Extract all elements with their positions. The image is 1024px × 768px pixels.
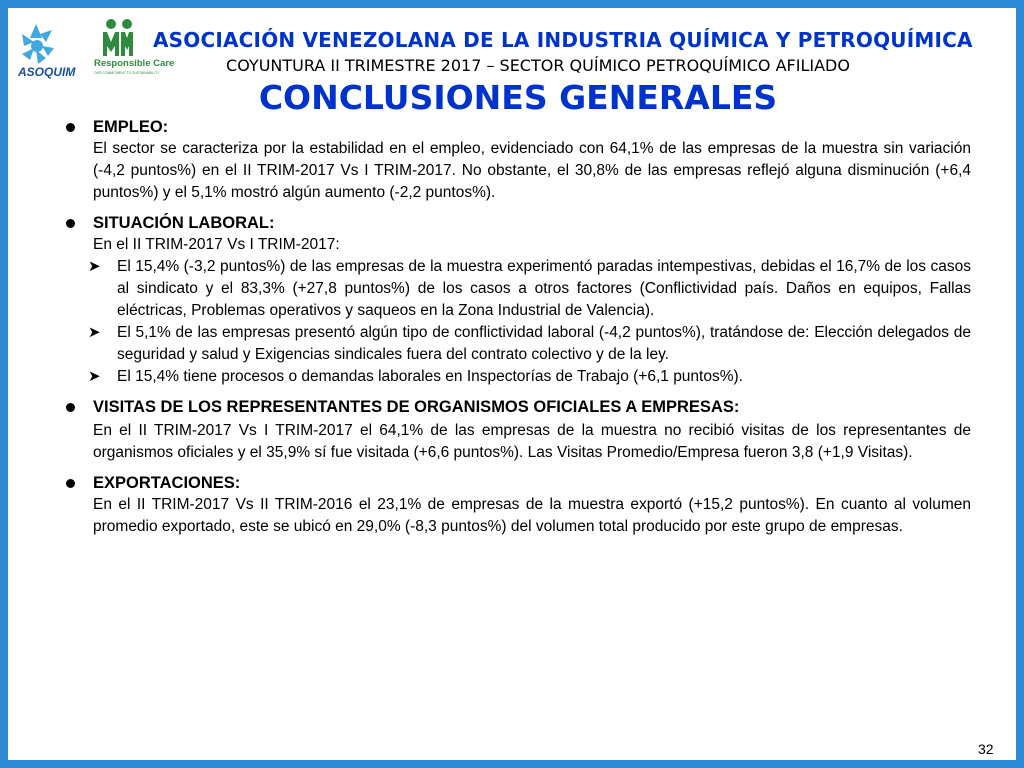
section-empleo	[66, 116, 971, 204]
list-item	[66, 322, 971, 366]
arrow-bullet-icon: ➤	[88, 324, 101, 341]
section-text: En el II TRIM-2017 Vs I TRIM-2017 el 64,1% de las empresas de la muestra no recibió visitas de los representantes de organismos oficiales y el 35,9% sí fue visitada (+6,6 puntos%). Las Visitas Promedio/Empresa fueron 3,8 (+1,9 Visitas).	[93, 422, 971, 461]
list-item-text: El 5,1% de las empresas presentó algún tipo de conflictividad laboral (-4,2 puntos%), tratándose de: Elección delegados de seguridad y salud y Exigencias sindicales fuera del contrato colectivo y de la ley.	[117, 324, 971, 363]
organization-title: ASOCIACIÓN VENEZOLANA DE LA INDUSTRIA QUÍMICA Y PETROQUÍMICA	[153, 28, 973, 52]
asoquim-logo-text: ASOQUIM	[18, 65, 76, 79]
bullet-icon	[66, 219, 75, 228]
section-text: En el II TRIM-2017 Vs I TRIM-2017:	[93, 236, 340, 253]
section-title: EMPLEO:	[93, 118, 169, 136]
responsible-care-tagline: OUR COMMITMENT TO SUSTAINABILITY	[94, 71, 160, 75]
asoquim-logo	[16, 20, 92, 80]
list-item-text: El 15,4% tiene procesos o demandas laborales en Inspectorías de Trabajo (+6,1 puntos%).	[117, 368, 743, 385]
conclusions-content	[66, 116, 971, 546]
page-number: 32	[978, 741, 994, 757]
page-title: CONCLUSIONES GENERALES	[258, 78, 778, 117]
list-item-text: El 15,4% (-3,2 puntos%) de las empresas de la muestra experimentó paradas intempestivas, debidas el 16,7% de los casos al sindicato y el 83,3% (+27,8 puntos%) de los casos a otros factores (Conflictividad país. Daños en equipos, Fallas eléctricas, Problemas operativos y saqueos en la Zona Industrial de Valencia).	[117, 258, 971, 319]
bullet-icon	[66, 479, 75, 488]
section-exportaciones	[66, 472, 971, 538]
bullet-icon	[66, 123, 75, 132]
section-title: EXPORTACIONES:	[93, 474, 241, 492]
section-text: En el II TRIM-2017 Vs II TRIM-2016 el 23,1% de empresas de la muestra exportó (+15,2 puntos%). En cuanto al volumen promedio exportado, este se ubicó en 29,0% (-8,3 puntos%) del volumen total producido por este grupo de empresas.	[93, 496, 971, 535]
section-situacion-laboral	[66, 212, 971, 256]
responsible-care-text: Responsible Care	[94, 58, 175, 69]
section-visitas	[66, 396, 971, 464]
list-item	[66, 256, 971, 322]
bullet-icon	[66, 403, 75, 412]
report-subtitle: COYUNTURA II TRIMESTRE 2017 – SECTOR QUÍMICO PETROQUÍMICO AFILIADO	[226, 56, 850, 75]
list-item	[66, 366, 971, 388]
section-title: SITUACIÓN LABORAL:	[93, 214, 275, 232]
arrow-bullet-icon: ➤	[88, 258, 101, 275]
section-title: VISITAS DE LOS REPRESENTANTES DE ORGANISMOS OFICIALES A EMPRESAS:	[93, 398, 740, 416]
section-text: El sector se caracteriza por la estabilidad en el empleo, evidenciado con 64,1% de las empresas de la muestra sin variación (-4,2 puntos%) en el II TRIM-2017 Vs I TRIM-2017. No obstante, el 30,8% de las empresas reflejó alguna disminución (+6,4 puntos%) y el 5,1% mostró algún aumento (-2,2 puntos%).	[93, 140, 971, 201]
arrow-bullet-icon: ➤	[88, 368, 101, 385]
